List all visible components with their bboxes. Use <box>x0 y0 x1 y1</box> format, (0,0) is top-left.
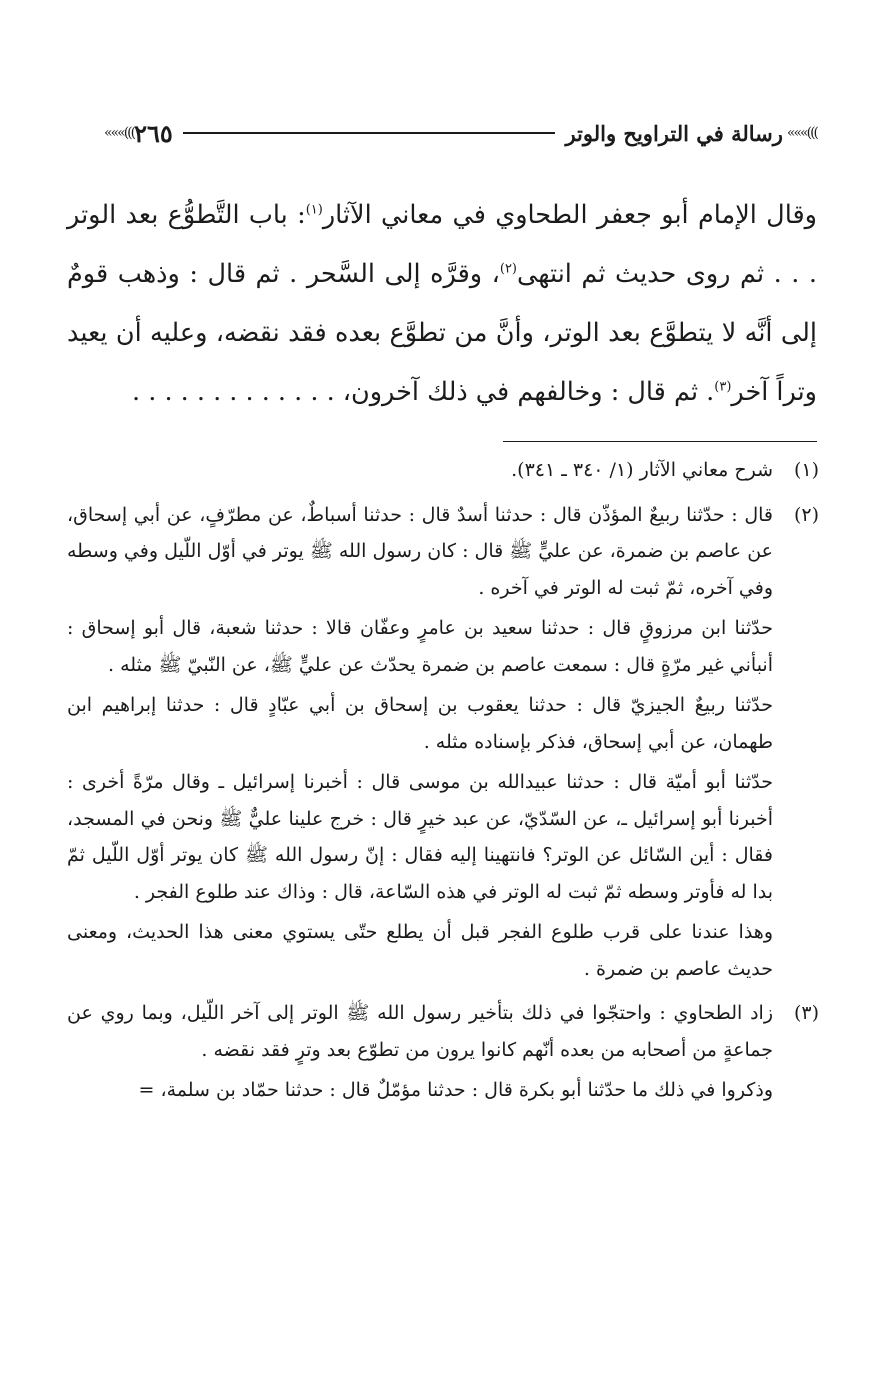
header-ornament-right: «««((( <box>786 125 817 141</box>
footnote <box>67 497 819 992</box>
footnote-paragraph: وذكروا في ذلك ما حدّثنا أبو بكرة قال : حدثنا مؤمّلٌ قال : حدثنا حمّاد بن سلمة، = <box>138 1079 773 1101</box>
footnote-paragraph: وهذا عندنا على قرب طلوع الفجر قبل أن يطلع حتّى يستوي معنى هذا الحديث، ومعنى حديث عاصم بن ضمرة . <box>67 921 773 980</box>
footnote-number: (٣) <box>793 1002 819 1024</box>
running-header <box>104 116 817 150</box>
page-number: ٢٦٥ <box>134 118 173 148</box>
footnote-paragraph: قال : حدّثنا ربيعٌ المؤذّن قال : حدثنا أسدٌ قال : حدثنا أسباطٌ، عن مطرّفٍ، عن أبي إسحاق، عن عاصم بن ضمرة، عن عليٍّ ﷺ قال : كان رسول الله ﷺ يوتر في أوّل اللّيل وفي وسطه وفي آخره، ثمّ ثبت له الوتر في آخره . <box>67 503 773 599</box>
footnote <box>67 452 819 493</box>
main-text-part: وقال الإمام أبو جعفر الطحاوي في معاني الآثار <box>322 200 817 230</box>
header-rule <box>183 132 556 134</box>
footnote-body <box>67 452 773 493</box>
main-text-part: ، وقرَّه إلى السَّحر . ثم قال : وذهب قومٌ إلى أنَّه لا يتطوَّع بعد الوتر، وأنَّ من تطوَّع بعده فقد نقضه، وعليه أن يعيد وتراً آخر <box>67 259 817 407</box>
main-text <box>67 186 817 422</box>
footnote-body <box>67 995 773 1113</box>
footnote-paragraph: حدّثنا ربيعٌ الجيزيّ قال : حدثنا يعقوب بن إسحاق بن أبي عبّادٍ قال : حدثنا إبراهيم ابن طهمان، عن أبي إسحاق، فذكر بإسناده مثله . <box>67 694 773 753</box>
footnote-paragraph: حدّثنا أبو أميّة قال : حدثنا عبيدالله بن موسى قال : أخبرنا إسرائيل ـ وقال مرّةً أخرى : أخبرنا أبو إسرائيل ـ، عن السّدّيّ، عن عبد خيرٍ قال : خرج علينا عليٌّ ﷺ ونحن في المسجد، فقال : أين السّائل عن الوتر؟ فانتهينا إليه فقال : إنّ رسول الله ﷺ كان يوتر أوّل اللّيل ثمّ بدا له فأوتر وسطه ثمّ ثبت له الوتر في هذه السّاعة، قال : وذاك عند طلوع الفجر . <box>67 771 773 903</box>
footnote-divider <box>503 441 817 442</box>
footnote-paragraph: شرح معاني الآثار (١/ ٣٤٠ ـ ٣٤١). <box>511 459 773 481</box>
footnote-paragraph: حدّثنا ابن مرزوقٍ قال : حدثنا سعيد بن عامرٍ وعفّان قالا : حدثنا شعبة، قال أبو إسحاق : أنبأني غير مرّةٍ قال : سمعت عاصم بن ضمرة يحدّث عن عليٍّ ﷺ، عن النّبيّ ﷺ مثله . <box>67 617 773 676</box>
main-text-part: : باب التَّطوُّع بعد الوتر . . . ثم روى حديث ثم انتهى <box>67 200 818 289</box>
footnote-ref: (٣) <box>714 379 732 395</box>
footnotes <box>67 452 819 1117</box>
footnote-ref: (١) <box>305 202 323 218</box>
header-ornament-left: «««((( <box>104 125 135 141</box>
footnote-paragraph: زاد الطحاوي : واحتجّوا في ذلك بتأخير رسول الله ﷺ الوتر إلى آخر اللّيل، وبما روي عن جماعةٍ من أصحابه من بعده أنّهم كانوا يرون من تطوّع بعد وترٍ فقد نقضه . <box>67 1002 773 1061</box>
footnote-number: (١) <box>793 459 819 481</box>
footnote-ref: (٢) <box>499 261 517 277</box>
footnote <box>67 995 819 1113</box>
footnote-number: (٢) <box>793 503 819 526</box>
footnote-body <box>67 497 773 992</box>
main-paragraph <box>67 186 817 422</box>
running-title: رسالة في التراويح والوتر <box>565 120 783 146</box>
main-text-part: . ثم قال : وخالفهم في ذلك آخرون، . . . . . . . . . . . . . <box>132 377 715 407</box>
